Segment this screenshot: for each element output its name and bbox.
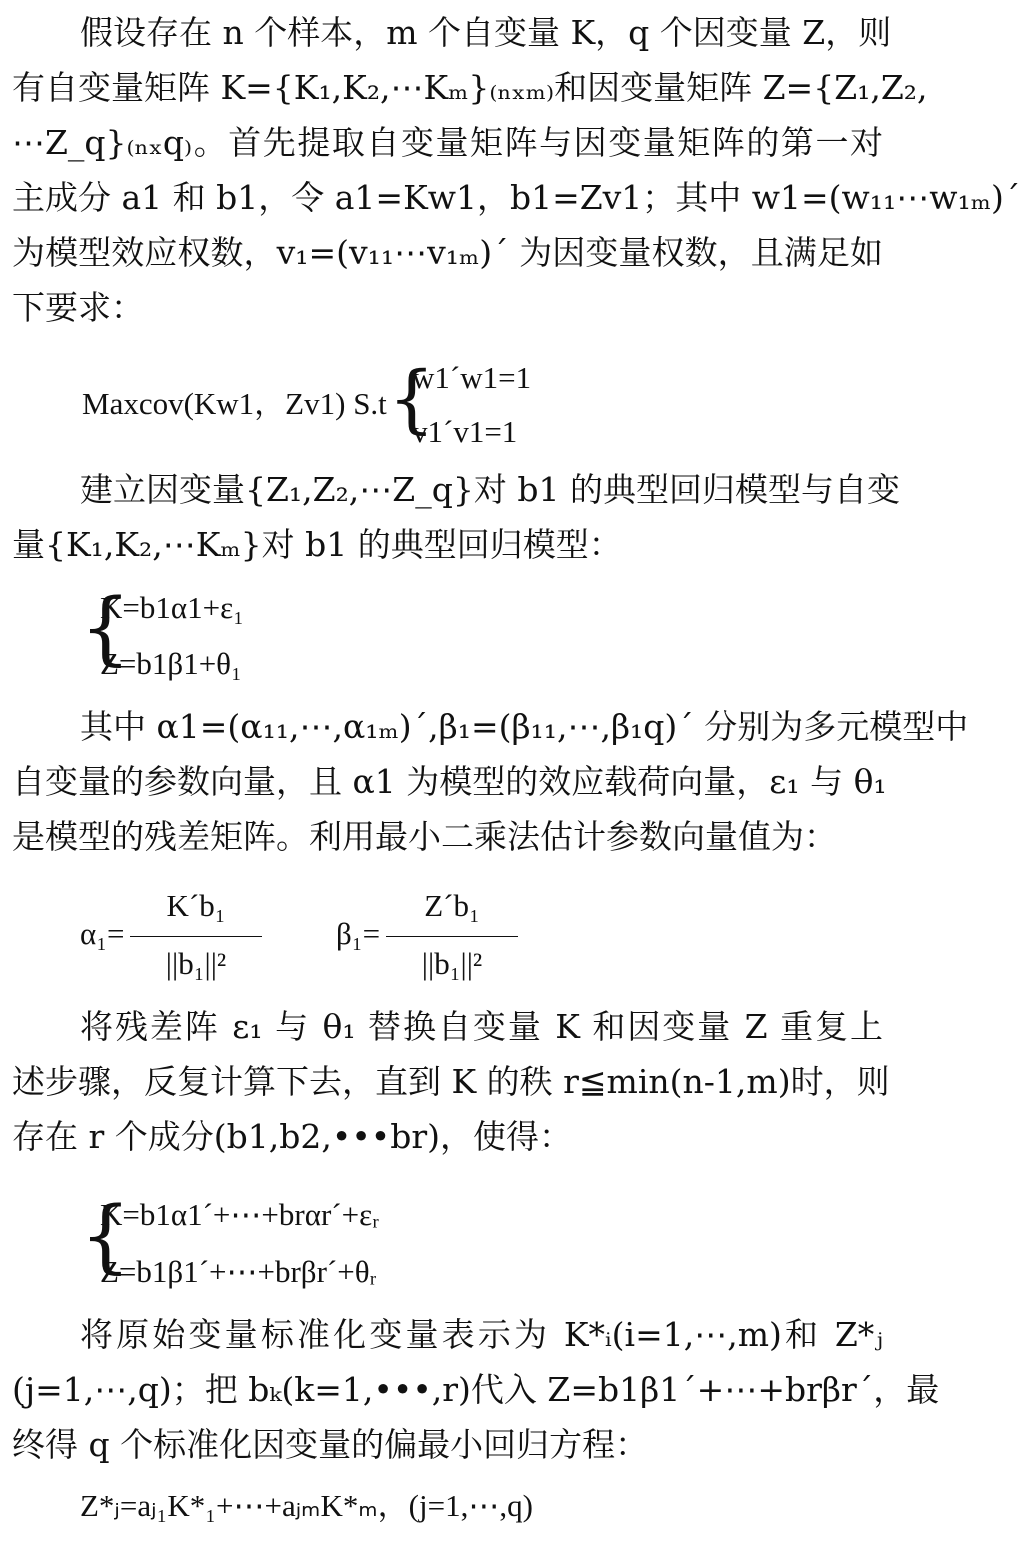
alpha-fraction bbox=[130, 886, 262, 986]
maxcov-constraint-2: v1´v1=1 bbox=[412, 414, 518, 449]
left-brace: { bbox=[388, 356, 436, 442]
model-r-line-2: Z=b1β1´+⋯+brβr´+θᵣ bbox=[100, 1254, 377, 1289]
text-line: 有自变量矩阵 K={K₁,K₂,⋯Kₘ}₍ₙₓₘ₎和因变量矩阵 Z={Z₁,Z₂, bbox=[12, 68, 928, 107]
text-line: 将原始变量标准化变量表示为 K*ᵢ(i=1,⋯,m)和 Z*ⱼ bbox=[80, 1315, 883, 1354]
maxcov-constraint-1: w1´w1=1 bbox=[412, 360, 532, 395]
text-line: 其中 α1=(α₁₁,⋯,α₁ₘ)´,β₁=(β₁₁,⋯,β₁q)´ 分别为多元模型中 bbox=[80, 707, 969, 746]
text-line: 主成分 a1 和 b1，令 a1=Kw1，b1=Zv1；其中 w1=(w₁₁⋯w₁ₘ)´ bbox=[12, 178, 1020, 217]
model-r-line-1: K=b1α1´+⋯+brαr´+εᵣ bbox=[100, 1197, 380, 1232]
text-line: 为模型效应权数，v₁=(v₁₁⋯v₁ₘ)´ 为因变量权数，且满足如 bbox=[12, 233, 883, 272]
text-line: 是模型的残差矩阵。利用最小二乘法估计参数向量值为： bbox=[12, 817, 837, 856]
alpha-numerator: K´b₁ bbox=[166, 888, 226, 923]
text-line: 将残差阵 ε₁ 与 θ₁ 替换自变量 K 和因变量 Z 重复上 bbox=[80, 1007, 883, 1046]
model-1-line-1: K=b1α1+ε₁ bbox=[100, 590, 244, 625]
text-line: 终得 q 个标准化因变量的偏最小回归方程： bbox=[12, 1425, 649, 1464]
text-line: 假设存在 n 个样本，m 个自变量 K，q 个因变量 Z，则 bbox=[80, 13, 892, 52]
model-1-line-2: Z=b1β1+θ₁ bbox=[100, 646, 242, 681]
text-line: (j=1,⋯,q)；把 bₖ(k=1,•••,r)代入 Z=b1β1´+⋯+brβr´，最 bbox=[12, 1370, 940, 1409]
maxcov-objective: Maxcov(Kw1，Zv1) S.t bbox=[82, 386, 387, 421]
final-regression-equation: Z*ⱼ=aⱼ₁K*₁+⋯+aⱼₘK*ₘ，(j=1,⋯,q) bbox=[80, 1488, 533, 1523]
text-line: 述步骤，反复计算下去，直到 K 的秩 r≦min(n-1,m)时，则 bbox=[12, 1062, 890, 1101]
alpha-denominator: ||b₁||² bbox=[165, 946, 227, 981]
text-line: 自变量的参数向量，且 α1 为模型的效应载荷向量，ε₁ 与 θ₁ bbox=[12, 762, 887, 801]
fraction-bar bbox=[386, 936, 518, 937]
beta-denominator: ||b₁||² bbox=[421, 946, 483, 981]
beta-fraction bbox=[386, 886, 518, 986]
text-line: 存在 r 个成分(b1,b2,•••br)，使得： bbox=[12, 1117, 573, 1156]
text-line: ⋯Z_q}₍ₙₓq₎。首先提取自变量矩阵与因变量矩阵的第一对 bbox=[12, 123, 883, 162]
beta-numerator: Z´b₁ bbox=[424, 888, 480, 923]
fraction-bar bbox=[130, 936, 262, 937]
left-brace: { bbox=[80, 581, 131, 674]
text-line: 量{K₁,K₂,⋯Kₘ}对 b1 的典型回归模型： bbox=[12, 525, 622, 564]
alpha-label: α₁= bbox=[80, 916, 125, 951]
text-line: 建立因变量{Z₁,Z₂,⋯Z_q}对 b1 的典型回归模型与自变 bbox=[80, 470, 900, 509]
beta-label: β₁= bbox=[336, 916, 381, 951]
left-brace: { bbox=[80, 1189, 131, 1282]
text-line: 下要求： bbox=[12, 288, 144, 327]
